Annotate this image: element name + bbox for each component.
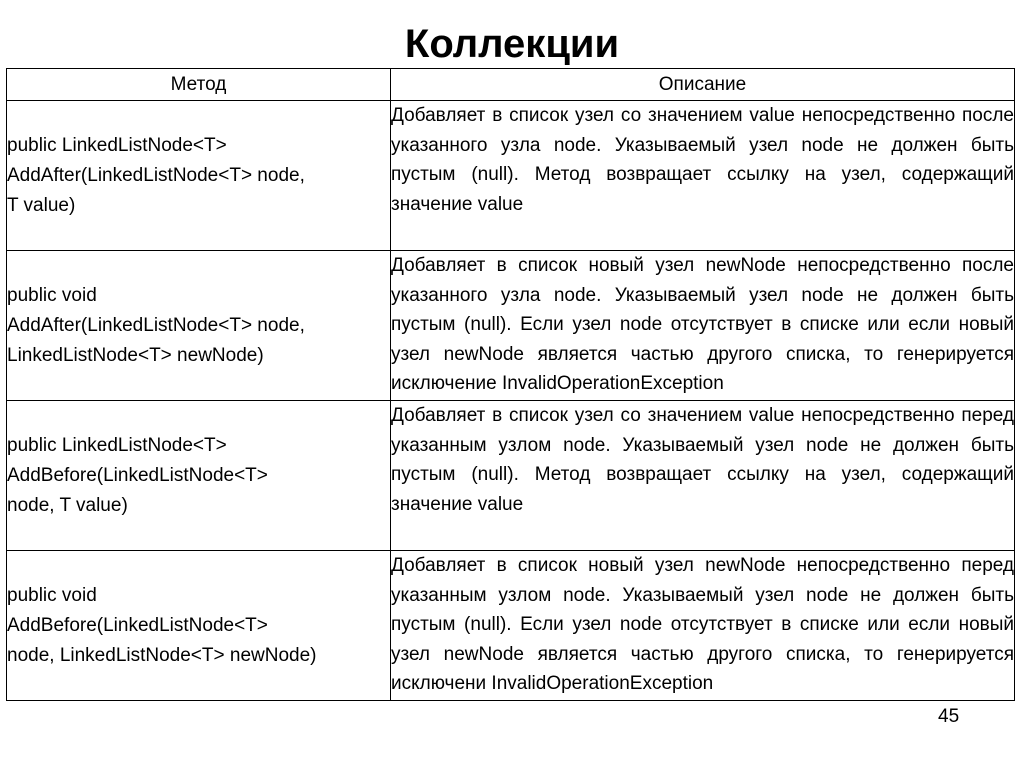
header-method: Метод [7,69,391,101]
method-line: AddBefore(LinkedListNode<T> [7,464,268,486]
table-row [7,101,1015,251]
method-line: node, T value) [7,494,128,516]
description-cell [391,551,1015,701]
method-cell [7,101,391,251]
method-line: public LinkedListNode<T> [7,434,227,456]
description-text: Добавляет в список узел со значением value непосредственно перед указанным узлом node. Указываемый узел node не должен быть пустым (null). Метод возвращает ссылку на узел, содержащий значение value [391,405,1014,515]
method-cell [7,251,391,401]
table-row [7,251,1015,401]
description-cell [391,251,1015,401]
method-line: public void [7,284,97,306]
method-line: public LinkedListNode<T> [7,134,227,156]
table-row [7,551,1015,701]
method-cell [7,551,391,701]
method-line: node, LinkedListNode<T> newNode) [7,644,317,666]
description-text: Добавляет в список новый узел newNode непосредственно после указанного узла node. Указываемый узел node не должен быть пустым (null). Если узел node отсутствует в списке или если новый узел newNode является частью другого списка, то генерируется исключение InvalidOperationException [391,255,1014,395]
method-line: T value) [7,194,76,216]
header-description: Описание [391,69,1015,101]
method-line: AddAfter(LinkedListNode<T> node, [7,164,305,186]
methods-table [6,68,1015,701]
description-cell [391,401,1015,551]
page-number: 45 [938,706,960,727]
description-text: Добавляет в список новый узел newNode непосредственно перед указанным узлом node. Указываемый узел node не должен быть пустым (null). Если узел node отсутствует в списке или если новый узел newNode является частью другого списка, то генерируется исключени InvalidOperationException [391,555,1014,695]
method-line: AddAfter(LinkedListNode<T> node, [7,314,305,336]
table-row [7,401,1015,551]
description-cell [391,101,1015,251]
table-header-row [7,69,1015,101]
description-text: Добавляет в список узел со значением value непосредственно после указанного узла node. Указываемый узел node не должен быть пустым (null). Метод возвращает ссылку на узел, содержащий значение value [391,105,1014,215]
method-cell [7,401,391,551]
method-line: public void [7,584,97,606]
method-line: AddBefore(LinkedListNode<T> [7,614,268,636]
method-line: LinkedListNode<T> newNode) [7,344,264,366]
slide-title: Коллекции [404,22,620,66]
